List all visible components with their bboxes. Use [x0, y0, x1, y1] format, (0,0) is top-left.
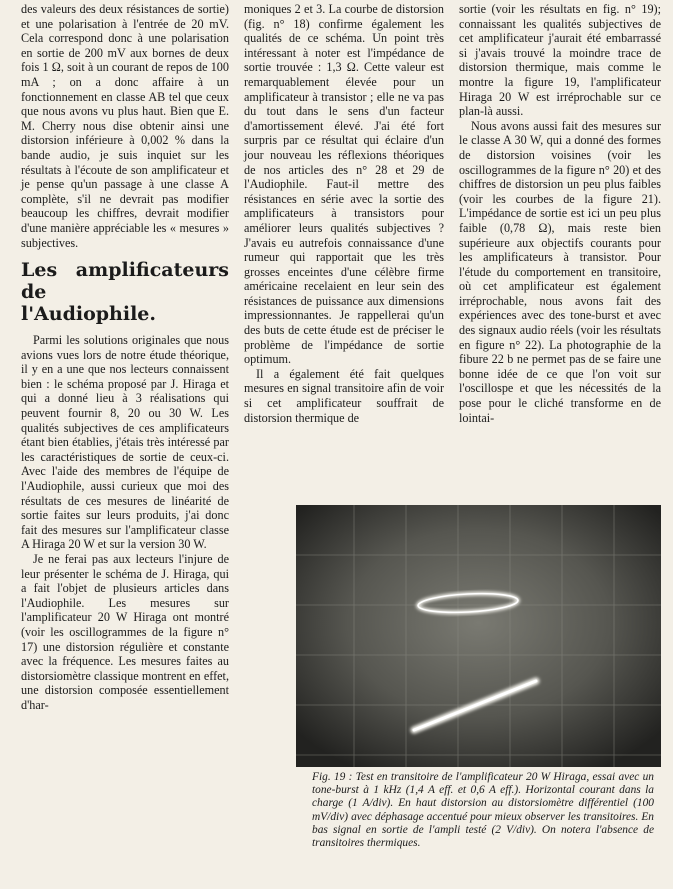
paragraph: Parmi les solutions originales que nous avions vues lors de notre étude théorique, il y en a une que nos lecteurs connaissent bien : le schéma proposé par J. Hiraga et qui a donné lieu à 3 réalisations qui peuvent fournir 8, 20 ou 30 W. Les qualités subjectives de ces amplificateurs étant bien établies, j'étais très intéressé par les caractéristiques de sortie de ceux-ci. Avec l'aide des membres de l'équipe de l'Audiophile, aussi curieux que moi des résultats de ces mesures de linéarité de sortie faites sur leurs produits, j'ai donc fait des mesures sur l'amplificateur classe A Hiraga 20 W et sur la version 30 W. — [21, 333, 229, 552]
heading-line-1: Les amplificateurs de — [21, 259, 229, 304]
paragraph: moniques 2 et 3. La courbe de distorsion (fig. n° 18) confirme également les qualités de ce schéma. Un point très intéressant à noter est l'impédance de sortie trouvée : 1,3 Ω. Cette valeur est remarquablement élevée pour un amplificateur à transistor ; elle ne va pas du tout dans le sens d'un facteur d'amortissement élevé. J'ai été fort surpris par ce résultat qui éclaire d'un jour nouveau les réflexions théoriques de nos articles des n° 28 et 29 de l'Audiophile. Faut-il mettre des résistances en série avec la sortie des amplificateurs à transistors pour améliorer leurs qualités subjectives ? J'avais eu autrefois connaissance d'une rumeur qui rapportait que les très grosses enceintes d'une célèbre firme américaine recelaient en leur sein des résistances de puissance aux dimensions impressionnantes. Je rappellerai qu'un des buts de cette étude est de préciser le problème de l'impédance de sortie optimum. — [244, 2, 444, 367]
paragraph: sortie (voir les résultats en fig. n° 19); connaissant les qualités subjectives de cet amplificateur j'aurait été embarrassé si j'avais trouvé la moindre trace de distorsion thermique, mais comme le montre la figure 19, l'amplificateur Hiraga 20 W est irréprochable sur ce plan-là aussi. — [459, 2, 661, 119]
oscilloscope-screen — [296, 505, 661, 767]
paragraph: Nous avons aussi fait des mesures sur le classe A 30 W, qui a donné des formes de distorsion voisines (voir les oscillogrammes de la figure n° 20) et des chiffres de distorsion un peu plus faibles (voir les courbes de la figure 21). L'impédance de sortie est ici un peu plus faible (0,78 Ω), mais reste bien supérieure aux objectifs courants pour les amplificateurs à transistor. Pour l'étude du comportement en transitoire, où cet amplificateur est également irréprochable, nous avons fait des expériences avec des tone-burst et avec des signaux audio réels (voir les résultats en figure n° 22). La photographie de la fibure 22 b ne permet pas de se faire une bonne idée de ce que l'on voit sur l'oscillospe et que les nécessités de la pose pour le cliché transforme en de lointai- — [459, 118, 661, 425]
figure-caption: Fig. 19 : Test en transitoire de l'amplificateur 20 W Hiraga, essai avec un tone-burst à 1 kHz (1,4 A eff. et 0,6 A eff.). Horizontal courant dans la charge (1 A/div). En haut distorsion au distorsiomètre différentiel (100 mV/div) avec déphasage accentué pour mieux observer les transitoires. En bas signal en sortie de l'ampli testé (2 V/div). On notera l'absence de transitoires thermiques. — [312, 771, 654, 850]
section-heading — [21, 259, 229, 325]
heading-line-2: l'Audiophile. — [21, 303, 157, 326]
text-column-2 — [244, 2, 444, 425]
text-column-1 — [21, 2, 229, 713]
paragraph: Je ne ferai pas aux lecteurs l'injure de leur présenter le schéma de J. Hiraga, qui a fait l'objet de plusieurs articles dans l'Audiophile. Les mesures sur l'amplificateur 20 W Hiraga ont montré (voir les oscillogrammes de la figure n° 17) une distorsion régulière et constante avec la fréquence. Les mesures faites au distorsiomètre classique montrent en effet, une distorsion composée essentiellement d'har- — [21, 552, 229, 712]
paragraph: des valeurs des deux résistances de sortie) et une polarisation à l'entrée de 20 mV. Cela correspond donc à une polarisation en sortie de 200 mV aux bornes de deux fois 1 Ω, soit à un courant de repos de 100 mA ; on a donc affaire à un fonctionnement en classe AB tel que ceux que nous avons vu plus haut. Bien que E. M. Cherry nous dise obtenir ainsi une distorsion inférieure à 0,002 % dans la bande audio, je suis inquiet sur les résultats à l'écoute de son amplificateur et je pense qu'un passage à une classe A complète, s'il ne devrait pas modifier beaucoup les chiffres, devrait modifier d'une manière appréciable les « mesures » subjectives. — [21, 2, 229, 250]
oscillogram-photo — [296, 505, 661, 767]
paragraph: Il a également été fait quelques mesures en signal transitoire afin de voir si cet amplificateur souffrait de distorsion thermique de — [244, 366, 444, 425]
screen-background — [296, 505, 661, 767]
text-column-3 — [459, 2, 661, 425]
